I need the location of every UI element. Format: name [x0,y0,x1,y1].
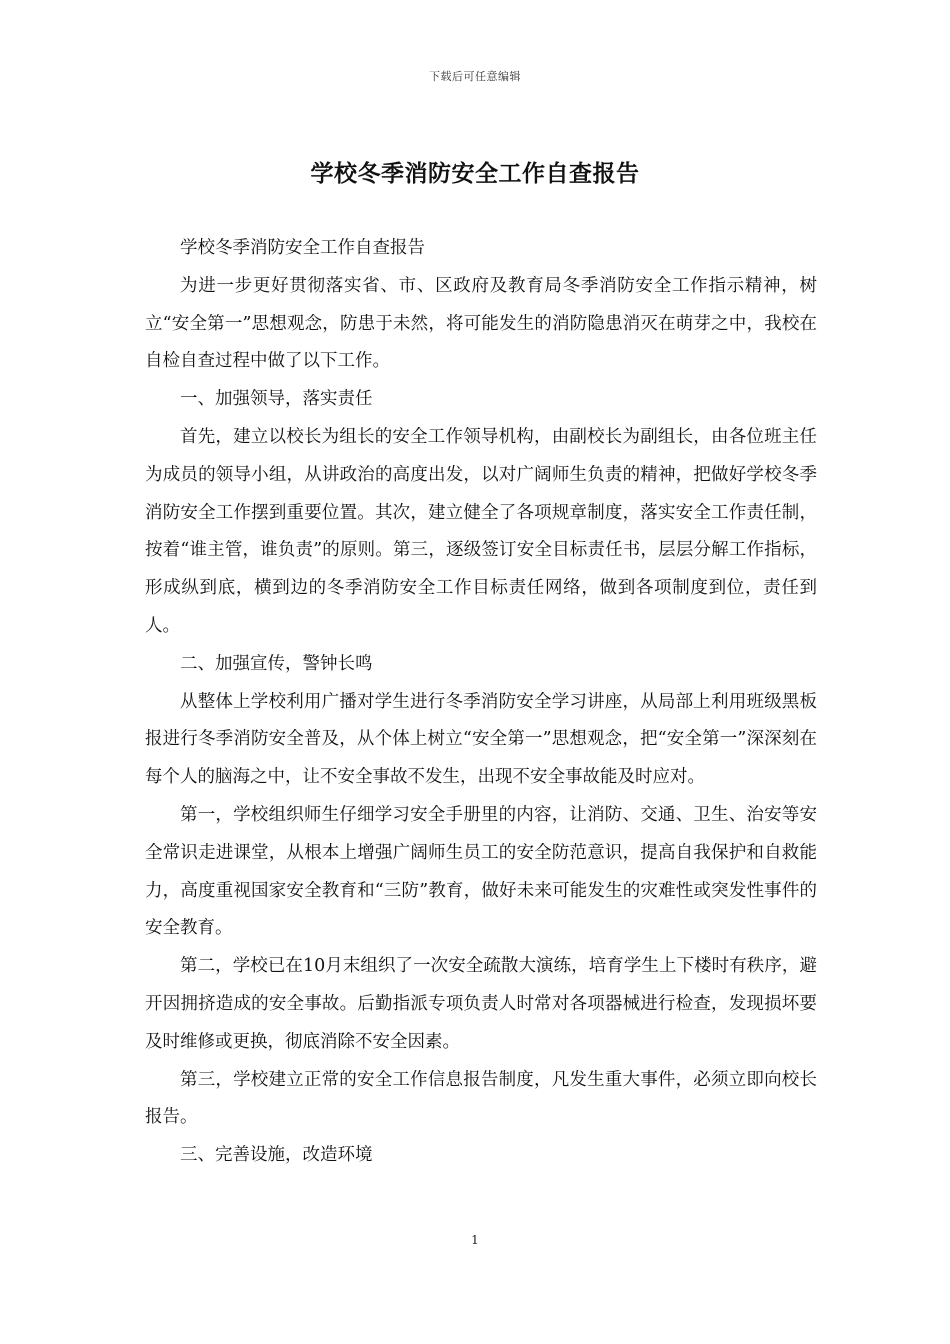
section-heading-3: 三、完善设施，改造环境 [180,1145,373,1166]
paragraph: 首先，建立以校长为组长的安全工作领导机构，由副校长为副组长，由各位班主任为成员的领导小组，从讲政治的高度出发，以对广阔师生负责的精神，把做好学校冬季消防安全工作摆到重要位置。其次，建立健全了各项规章制度，落实安全工作责任制，按着“谁主管，谁负责”的原则。第三，逐级签订安全目标责任书，层层分解工作指标，形成纵到底，横到边的冬季消防安全工作目标责任网络，做到各项制度到位，责任到人。 [145,426,817,636]
paragraph-subtitle: 学校冬季消防安全工作自查报告 [180,238,425,258]
section-heading-1: 一、加强领导，落实责任 [180,389,373,410]
paragraph: 第三，学校建立正常的安全工作信息报告制度，凡发生重大事件，必须立即向校长报告。 [145,1069,817,1128]
section-heading-2: 二、加强宣传，警钟长鸣 [180,653,373,674]
page-number: 1 [471,1233,479,1247]
document-title: 学校冬季消防安全工作自查报告 [310,160,640,187]
paragraph: 第一，学校组织师生仔细学习安全手册里的内容，让消防、交通、卫生、治安等安全常识走进课堂，从根本上增强广阔师生员工的安全防范意识，提高自我保护和自救能力，高度重视国家安全教育和“三防”教育，做好未来可能发生的灾难性或突发性事件的安全教育。 [145,804,817,939]
header-note: 下载后可任意编辑 [429,70,521,83]
paragraph: 第二，学校已在10月末组织了一次安全疏散大演练，培育学生上下楼时有秩序，避开因拥挤造成的安全事故。后勤指派专项负责人时常对各项器械进行检查，发现损坏要及时维修或更换，彻底消除不安全因素。 [145,956,817,1052]
document-body [145,230,817,1175]
paragraph-intro: 为进一步更好贯彻落实省、市、区政府及教育局冬季消防安全工作指示精神，树立“安全第一”思想观念，防患于未然，将可能发生的消防隐患消灭在萌芽之中，我校在自检自查过程中做了以下工作。 [145,275,817,372]
paragraph: 从整体上学校利用广播对学生进行冬季消防安全学习讲座，从局部上利用班级黑板报进行冬季消防安全普及，从个体上树立“安全第一”思想观念，把“安全第一”深深刻在每个人的脑海之中，让不安全事故不发生，出现不安全事故能及时应对。 [145,691,817,788]
